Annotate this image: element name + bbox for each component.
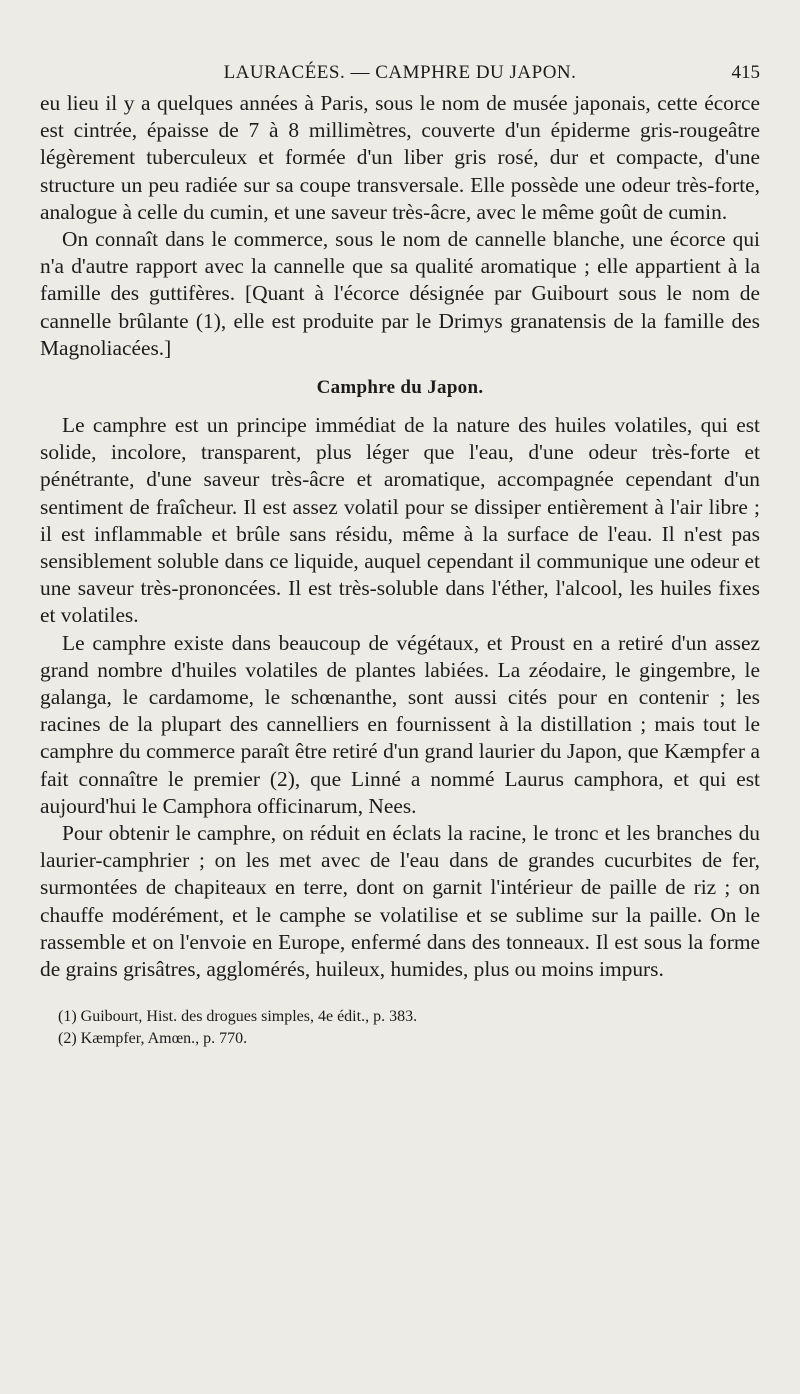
page-header <box>40 60 760 90</box>
paragraph-camphre-extraction: Pour obtenir le camphre, on réduit en éclats la racine, le tronc et les branches du laurier-camphrier ; on les met avec de l'eau dans de grandes cucurbites de fer, surmontées de chapiteaux en terre, dont on garnit l'intérieur de paille de riz ; on chauffe modérément, et le camphe se volatilise et se sublime sur la paille. On le rassemble et on l'envoie en Europe, enfermé dans des tonneaux. Il est sous la forme de grains grisâtres, agglomérés, huileux, humides, plus ou moins impurs. <box>40 821 760 982</box>
paragraph-camphre-sources: Le camphre existe dans beaucoup de végétaux, et Proust en a retiré d'un assez grand nombre d'huiles volatiles de plantes labiées. La zéodaire, le gingembre, le galanga, le cardamome, le schœnanthe, sont aussi cités pour en contenir ; les racines de la plupart des cannelliers en fournissent à la distillation ; mais tout le camphre du commerce paraît être retiré d'un grand laurier du Japon, que Kæmpfer a fait connaître le premier (2), que Linné a nommé Laurus camphora, et qui est aujourd'hui le Camphora officinarum, Nees. <box>40 630 760 818</box>
section-title: Camphre du Japon. <box>316 377 484 399</box>
paragraph-cannelle-blanche: On connaît dans le commerce, sous le nom de cannelle blanche, une écorce qui n'a d'autre rapport avec la cannelle que sa qualité aromatique ; elle appartient à la famille des guttifères. [Quant à l'écorce désignée par Guibourt sous le nom de cannelle brûlante (1), elle est produite par le Drimys granatensis de la famille des Magnoliacées.] <box>40 227 760 360</box>
footnote-2: (2) Kæmpfer, Amœn., p. 770. <box>58 1030 248 1048</box>
footnotes <box>40 1006 760 1050</box>
paragraph-camphre-definition: Le camphre est un principe immédiat de la nature des huiles volatiles, qui est solide, incolore, transparent, plus léger que l'eau, d'une odeur très-forte et pénétrante, d'une saveur très-âcre et aromatique, accompagnée cependant d'un sentiment de fraîcheur. Il est assez volatil pour se dissiper entièrement à l'air libre ; il est inflammable et brûle sans résidu, même à la surface de l'eau. Il n'est pas sensiblement soluble dans ce liquide, auquel cependant il communique une odeur et une saveur très-prononcées. Il est très-soluble dans l'éther, l'alcool, les huiles fixes et volatiles. <box>40 413 760 628</box>
page-number: 415 <box>731 62 760 83</box>
footnote-1: (1) Guibourt, Hist. des drogues simples, 4e édit., p. 383. <box>58 1008 418 1026</box>
paragraph-continued: eu lieu il y a quelques années à Paris, sous le nom de musée japonais, cette écorce est cintrée, épaisse de 7 à 8 millimètres, couverte d'un épiderme gris-rougeâtre légèrement tuberculeux et formée d'un liber gris rosé, dur et compacte, d'une structure un peu radiée sur sa coupe transversale. Elle possède une odeur très-forte, analogue à celle du cumin, et une saveur très-âcre, avec le même goût de cumin. <box>40 91 760 224</box>
page-body <box>40 90 760 1050</box>
running-head: LAURACÉES. — CAMPHRE DU JAPON. <box>223 62 577 83</box>
